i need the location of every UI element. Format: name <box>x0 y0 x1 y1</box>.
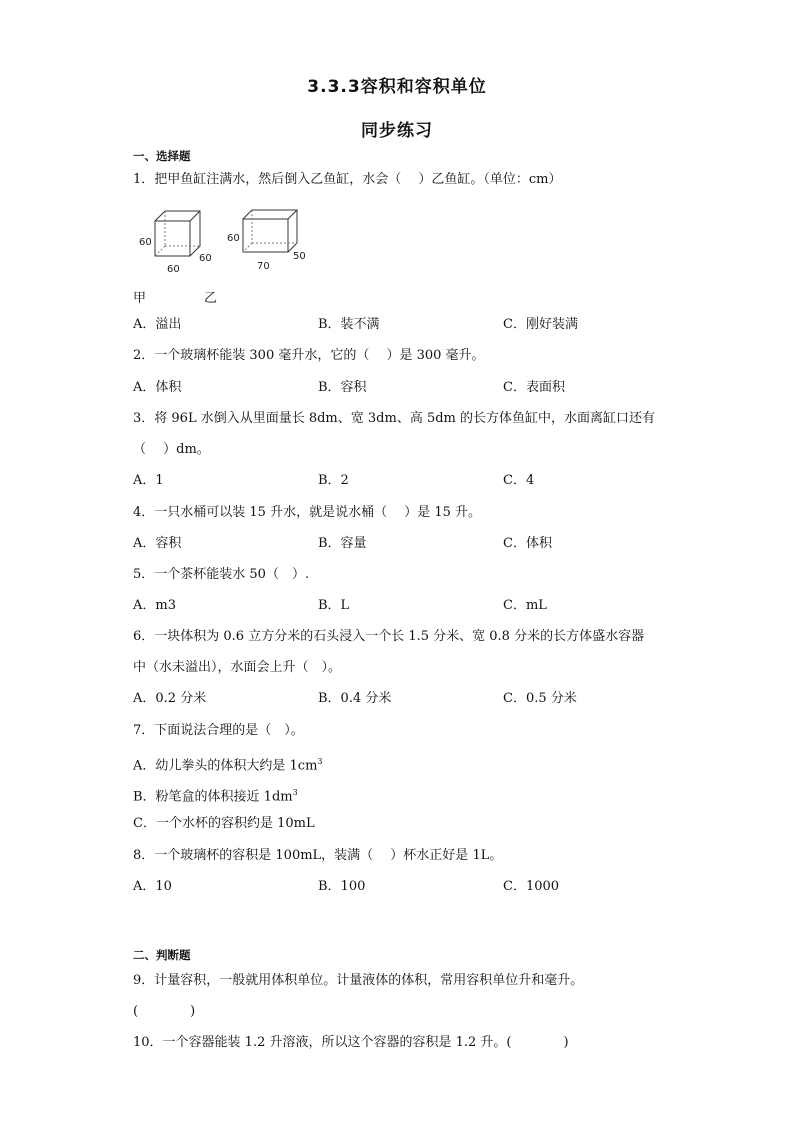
jia-width-label: 60 <box>167 264 180 275</box>
q3-option-b[interactable]: B．2 <box>318 473 349 488</box>
page-title: 3.3.3容积和容积单位 <box>307 77 487 97</box>
q4-option-b[interactable]: B．容量 <box>318 536 367 551</box>
q1-option-b[interactable]: B．装不满 <box>318 317 380 332</box>
q6-option-b[interactable]: B．0.4 分米 <box>318 691 392 706</box>
question-1-figure <box>133 206 333 280</box>
jia-depth-label: 60 <box>199 253 212 264</box>
cuboids-diagram <box>133 206 333 276</box>
q8-option-c[interactable]: C．1000 <box>503 879 560 894</box>
q1-option-a[interactable]: A．溢出 <box>133 317 182 332</box>
q7-option-b-text: B．粉笔盒的体积接近 1dm <box>133 789 293 805</box>
question-5-text: 5．一个茶杯能装水 50（ ）. <box>133 567 310 582</box>
q6-option-a[interactable]: A．0.2 分米 <box>133 691 207 706</box>
section-heading-judgment: 二、判断题 <box>133 948 191 962</box>
question-4-text: 4．一只水桶可以装 15 升水，就是说水桶（ ）是 15 升。 <box>133 505 482 520</box>
superscript-3: 3 <box>317 757 323 766</box>
q4-option-a[interactable]: A．容积 <box>133 536 182 551</box>
figure-label-yi: 乙 <box>204 291 218 306</box>
q4-option-c[interactable]: C．体积 <box>503 536 552 551</box>
question-6-text-line1: 6．一块体积为 0.6 立方分米的石头浸入一个长 1.5 分米、宽 0.8 分米的长方体盛水容器 <box>133 629 645 644</box>
yi-depth-label: 50 <box>293 251 306 262</box>
question-1-text: 1．把甲鱼缸注满水，然后倒入乙鱼缸，水会（ ）乙鱼缸。（单位：cm） <box>133 172 562 187</box>
question-3-text-line2: （ ）dm。 <box>133 442 210 457</box>
page-subtitle: 同步练习 <box>361 121 433 141</box>
question-6-text-line2: 中（水未溢出），水面会上升（ ）。 <box>133 660 342 675</box>
cuboid-jia <box>155 211 200 256</box>
yi-width-label: 70 <box>257 261 270 272</box>
q7-option-a-text: A．幼儿拳头的体积大约是 1cm <box>133 758 318 774</box>
question-9-answer-blank[interactable]: ( ) <box>133 1004 196 1019</box>
question-8-text: 8．一个玻璃杯的容积是 100mL，装满（ ）杯水正好是 1L。 <box>133 848 503 863</box>
q7-option-c[interactable]: C．一个水杯的容积约是 10mL <box>133 816 315 831</box>
q2-option-a[interactable]: A．体积 <box>133 380 182 395</box>
cuboid-yi <box>243 210 297 252</box>
jia-height-label: 60 <box>139 237 152 248</box>
q5-option-a[interactable]: A．m3 <box>133 598 176 613</box>
question-10-text: 10．一个容器能装 1.2 升溶液，所以这个容器的容积是 1.2 升。( ) <box>133 1035 569 1050</box>
question-7-text: 7．下面说法合理的是（ ）。 <box>133 723 304 738</box>
question-3-text-line1: 3．将 96L 水倒入从里面量长 8dm、宽 3dm、高 5dm 的长方体鱼缸中，水面离缸口还有 <box>133 411 655 426</box>
superscript-3: 3 <box>292 788 298 797</box>
q1-option-c[interactable]: C．刚好装满 <box>503 317 578 332</box>
q2-option-c[interactable]: C．表面积 <box>503 380 565 395</box>
q2-option-b[interactable]: B．容积 <box>318 380 367 395</box>
q7-option-b[interactable] <box>133 784 298 806</box>
q6-option-c[interactable]: C．0.5 分米 <box>503 691 577 706</box>
q7-option-a[interactable] <box>133 753 323 775</box>
q3-option-c[interactable]: C．4 <box>503 473 535 488</box>
q3-option-a[interactable]: A．1 <box>133 473 164 488</box>
question-2-text: 2．一个玻璃杯能装 300 毫升水，它的（ ）是 300 毫升。 <box>133 348 485 363</box>
q8-option-b[interactable]: B．100 <box>318 879 366 894</box>
q5-option-c[interactable]: C．mL <box>503 598 547 613</box>
q8-option-a[interactable]: A．10 <box>133 879 172 894</box>
figure-label-jia: 甲 <box>133 291 147 306</box>
question-9-text: 9．计量容积，一般就用体积单位。计量液体的体积，常用容积单位升和毫升。 <box>133 973 584 988</box>
q5-option-b[interactable]: B．L <box>318 598 350 613</box>
yi-height-label: 60 <box>227 233 240 244</box>
section-heading-choice: 一、选择题 <box>133 149 191 163</box>
